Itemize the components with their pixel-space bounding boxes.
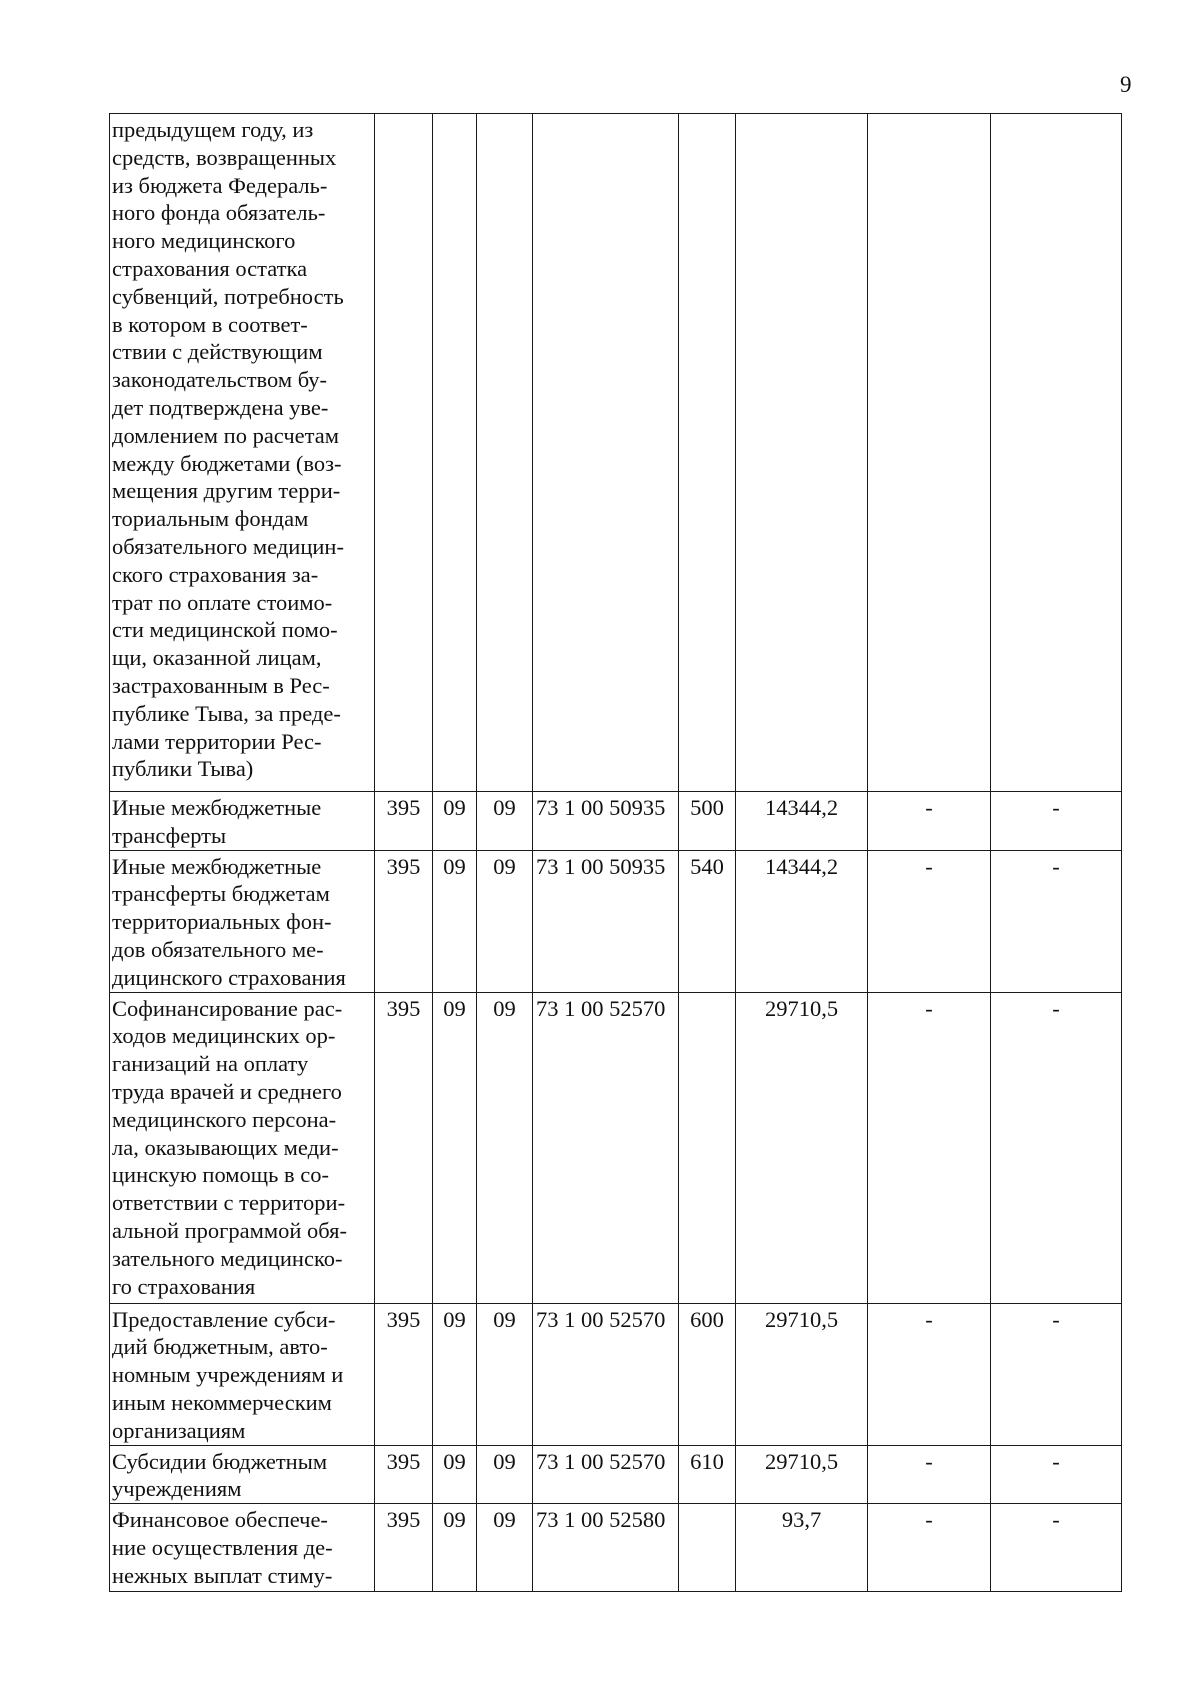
section-cell: 09 [433, 1445, 477, 1504]
row-description [110, 992, 375, 1303]
amount-year2-cell: - [868, 792, 991, 851]
description-line: ходов медицинских ор- [112, 1023, 336, 1049]
table-row [110, 1303, 1122, 1445]
description-line: средств, возвращенных [112, 144, 337, 170]
expense-type-cell [679, 992, 736, 1303]
description-line: ского страхования за- [112, 561, 319, 587]
amount-year2-cell [868, 114, 991, 792]
description-line: предыдущем году, из [112, 117, 314, 142]
grbs-cell: 395 [375, 992, 433, 1303]
amount-cell: 29710,5 [736, 1303, 868, 1445]
target-article-cell: 73 1 00 52580 [533, 1504, 679, 1592]
description-line: ние осуществления де- [112, 1534, 333, 1560]
table-row [110, 114, 1122, 792]
description-line: ла, оказывающих меди- [112, 1134, 339, 1160]
description-line: ганизаций на оплату [112, 1051, 309, 1077]
target-article-cell: 73 1 00 50935 [533, 792, 679, 851]
row-description [110, 114, 375, 792]
grbs-cell: 395 [375, 1504, 433, 1592]
description-line: ответствии с территори- [112, 1190, 346, 1216]
description-line: Субсидии бюджетным [112, 1448, 328, 1474]
expense-type-cell [679, 1504, 736, 1592]
description-line: территориальных фон- [112, 909, 332, 935]
description-line: Софинансирование рас- [112, 995, 343, 1021]
expense-type-cell: 600 [679, 1303, 736, 1445]
description-line: трансферты [112, 822, 227, 848]
description-line: дицинского страхования [112, 964, 346, 990]
grbs-cell: 395 [375, 1445, 433, 1504]
grbs-cell: 395 [375, 850, 433, 992]
description-line: нежных выплат стиму- [112, 1562, 333, 1588]
amount-year3-cell: - [991, 1303, 1122, 1445]
description-line: трансферты бюджетам [112, 881, 330, 907]
description-line: го страхования [112, 1273, 256, 1299]
section-cell [433, 114, 477, 792]
description-line: субвенций, потребность [112, 283, 344, 309]
expense-type-cell: 500 [679, 792, 736, 851]
description-line: щи, оказанной лицам, [112, 645, 322, 671]
section-cell: 09 [433, 1504, 477, 1592]
description-line: страхования остатка [112, 255, 308, 281]
subsection-cell: 09 [477, 1303, 533, 1445]
target-article-cell: 73 1 00 52570 [533, 1445, 679, 1504]
description-line: зательного медицинско- [112, 1245, 343, 1271]
subsection-cell: 09 [477, 1504, 533, 1592]
description-line: ного фонда обязатель- [112, 200, 326, 226]
budget-table [109, 113, 1122, 1592]
description-line: Предоставление субси- [112, 1306, 336, 1332]
subsection-cell [477, 114, 533, 792]
subsection-cell: 09 [477, 1445, 533, 1504]
amount-year2-cell: - [868, 1303, 991, 1445]
grbs-cell: 395 [375, 792, 433, 851]
description-line: домлением по расчетам [112, 422, 339, 448]
description-line: застрахованным в Рес- [112, 672, 330, 698]
description-line: Иные межбюджетные [112, 853, 322, 879]
target-article-cell: 73 1 00 50935 [533, 850, 679, 992]
description-line: иным некоммерческим [112, 1389, 332, 1415]
description-line: организациям [112, 1417, 246, 1443]
grbs-cell [375, 114, 433, 792]
table-row [110, 1504, 1122, 1592]
table-row [110, 992, 1122, 1303]
description-line: дий бюджетным, авто- [112, 1334, 328, 1360]
description-line: Финансовое обеспече- [112, 1507, 328, 1533]
description-line: дов обязательного ме- [112, 936, 324, 962]
row-description [110, 792, 375, 851]
expense-type-cell: 610 [679, 1445, 736, 1504]
table-row [110, 1445, 1122, 1504]
row-description [110, 1303, 375, 1445]
section-cell: 09 [433, 992, 477, 1303]
table-body [110, 114, 1122, 1592]
expense-type-cell [679, 114, 736, 792]
description-line: между бюджетами (воз- [112, 450, 342, 476]
description-line: мещения другим терри- [112, 478, 341, 504]
description-line: трат по оплате стоимо- [112, 589, 333, 615]
amount-year3-cell: - [991, 792, 1122, 851]
amount-year2-cell: - [868, 1504, 991, 1592]
row-description [110, 1445, 375, 1504]
target-article-cell: 73 1 00 52570 [533, 1303, 679, 1445]
description-line: лами территории Рес- [112, 728, 322, 754]
table-row [110, 850, 1122, 992]
amount-year3-cell: - [991, 1445, 1122, 1504]
description-line: труда врачей и среднего [112, 1078, 342, 1104]
amount-year2-cell: - [868, 992, 991, 1303]
amount-cell: 29710,5 [736, 992, 868, 1303]
target-article-cell [533, 114, 679, 792]
page-number: 9 [1120, 72, 1132, 97]
description-line: ториальным фондам [112, 506, 309, 532]
table-row [110, 792, 1122, 851]
section-cell: 09 [433, 850, 477, 992]
description-line: учреждениям [112, 1476, 242, 1502]
description-line: сти медицинской помо- [112, 617, 338, 643]
amount-year3-cell: - [991, 1504, 1122, 1592]
description-line: номным учреждениям и [112, 1362, 344, 1388]
description-line: альной программой обя- [112, 1217, 348, 1243]
amount-year3-cell [991, 114, 1122, 792]
amount-year3-cell: - [991, 992, 1122, 1303]
description-line: в котором в соответ- [112, 311, 308, 337]
amount-cell [736, 114, 868, 792]
description-line: цинскую помощь в со- [112, 1162, 329, 1188]
subsection-cell: 09 [477, 850, 533, 992]
description-line: обязательного медицин- [112, 533, 344, 559]
description-line: ствии с действующим [112, 339, 323, 365]
description-line: медицинского персона- [112, 1106, 337, 1132]
grbs-cell: 395 [375, 1303, 433, 1445]
description-line: законодательством бу- [112, 367, 328, 393]
amount-year2-cell: - [868, 850, 991, 992]
description-line: ного медицинского [112, 228, 296, 254]
description-line: Иные межбюджетные [112, 795, 322, 820]
row-description [110, 1504, 375, 1592]
amount-cell: 14344,2 [736, 792, 868, 851]
target-article-cell: 73 1 00 52570 [533, 992, 679, 1303]
section-cell: 09 [433, 1303, 477, 1445]
amount-cell: 29710,5 [736, 1445, 868, 1504]
description-line: публике Тыва, за преде- [112, 700, 341, 726]
subsection-cell: 09 [477, 992, 533, 1303]
section-cell: 09 [433, 792, 477, 851]
amount-cell: 93,7 [736, 1504, 868, 1592]
description-line: из бюджета Федераль- [112, 172, 328, 198]
row-description [110, 850, 375, 992]
description-line: публики Тыва) [112, 756, 254, 782]
expense-type-cell: 540 [679, 850, 736, 992]
amount-year3-cell: - [991, 850, 1122, 992]
description-line: дет подтверждена уве- [112, 394, 329, 420]
subsection-cell: 09 [477, 792, 533, 851]
amount-cell: 14344,2 [736, 850, 868, 992]
amount-year2-cell: - [868, 1445, 991, 1504]
